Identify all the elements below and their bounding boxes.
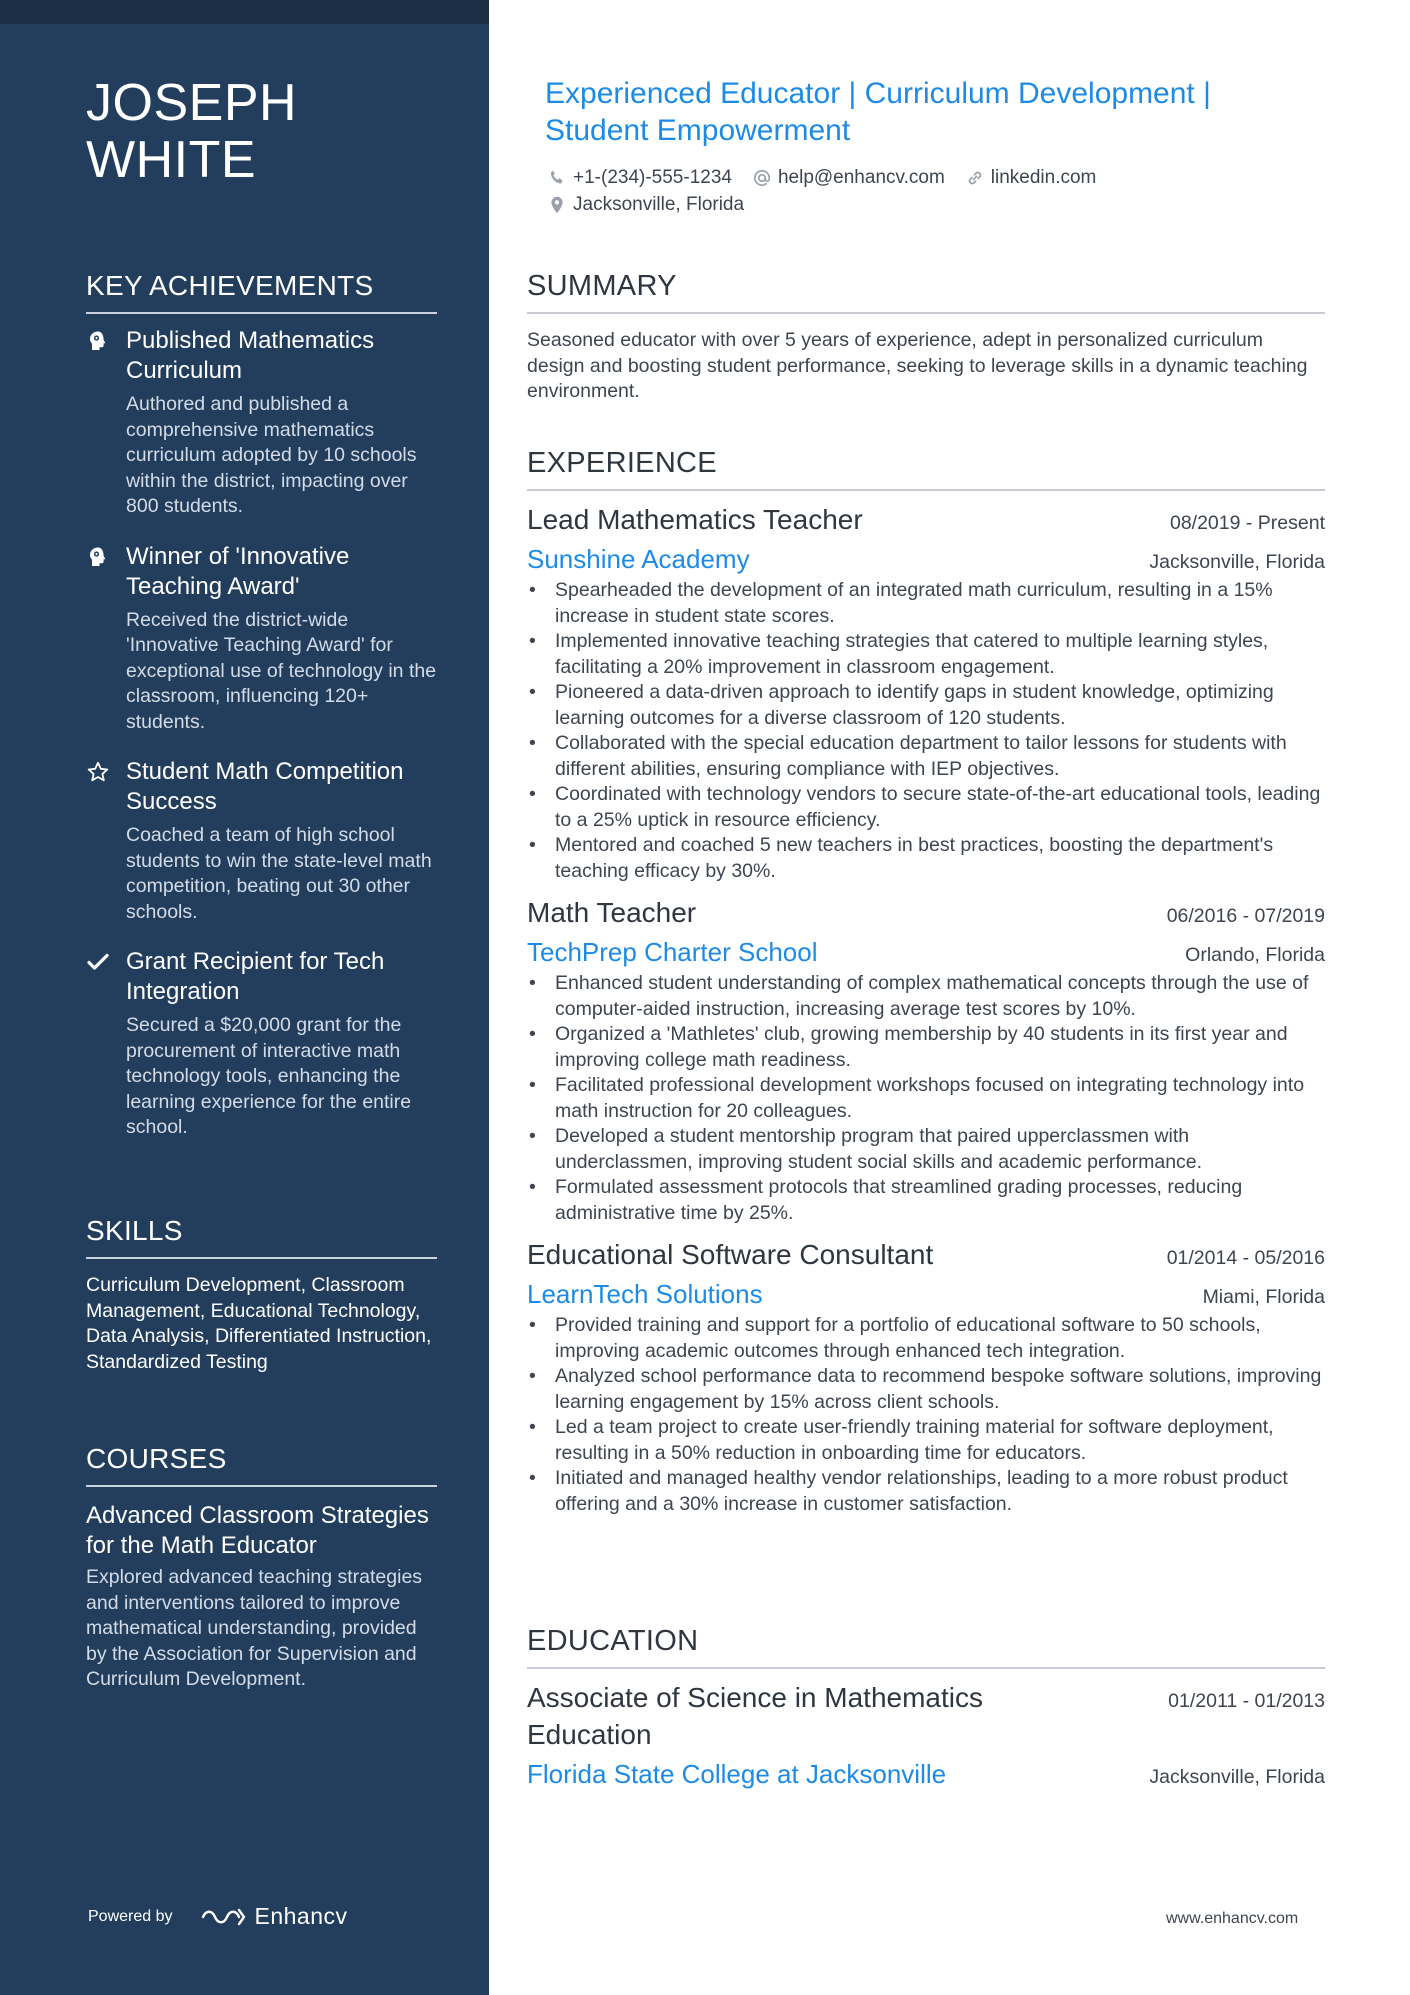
achievement-title: Published Mathematics Curriculum	[126, 327, 375, 384]
powered-by	[88, 1903, 348, 1930]
courses-heading: COURSES	[86, 1441, 437, 1487]
phone-icon	[547, 168, 567, 188]
job-bullets	[527, 1313, 1325, 1517]
bullet-item: • Implemented innovative teaching strategies that catered to multiple learning styles, facilitating a 20% improvement in classroom engagement.	[527, 629, 1325, 680]
school-location: Jacksonville, Florida	[1149, 1766, 1325, 1788]
education-heading: EDUCATION	[527, 1623, 1325, 1669]
achievement-description: Received the district-wide 'Innovative Teaching Award' for exceptional use of technology in the classroom, influencing 120+ students.	[126, 608, 437, 733]
bullet-item: • Developed a student mentorship program that paired upperclassmen with underclassmen, improving student social skills and academic performance.	[527, 1124, 1325, 1175]
contact-location	[547, 194, 744, 216]
education-section	[527, 1623, 1325, 1791]
bullet-item: • Led a team project to create user-friendly training material for software deployment, resulting in a 50% reduction in onboarding time for educators.	[527, 1415, 1325, 1466]
job-header	[527, 1236, 1325, 1273]
job-header	[527, 894, 1325, 931]
bullet-item: • Mentored and coached 5 new teachers in best practices, boosting the department's teaching efficacy by 30%.	[527, 833, 1325, 884]
job-dates: 08/2019 - Present	[1169, 512, 1325, 534]
education-subheader	[527, 1757, 1325, 1791]
achievement-item	[86, 757, 437, 925]
job-company: LearnTech Solutions	[527, 1279, 763, 1309]
course-description: Explored advanced teaching strategies and interventions tailored to improve mathematical understanding, provided by the Association for Supervision and Curriculum Development.	[86, 1566, 423, 1690]
head-icon	[86, 329, 110, 353]
achievement-description: Authored and published a comprehensive mathematics curriculum adopted by 10 schools within the district, impacting over 800 students.	[126, 393, 417, 517]
job-subheader	[527, 1277, 1325, 1311]
bullet-item: • Organized a 'Mathletes' club, growing membership by 40 students in its first year and improving college math readiness.	[527, 1022, 1325, 1073]
check-icon	[86, 950, 110, 974]
achievements-list	[86, 326, 437, 1141]
bullet-item: • Coordinated with technology vendors to secure state-of-the-art educational tools, leading to a 25% uptick in resource efficiency.	[527, 782, 1325, 833]
sidebar	[0, 0, 489, 1995]
footer-url: www.enhancv.com	[1166, 1910, 1299, 1927]
phone-text: +1-(234)-555-1234	[573, 166, 732, 188]
head-icon	[86, 545, 110, 569]
location-text: Jacksonville, Florida	[573, 193, 745, 215]
degree-title: Associate of Science in Mathematics Education	[527, 1682, 983, 1750]
courses-section	[86, 1441, 437, 1693]
email-text: help@enhancv.com	[777, 166, 945, 188]
bullet-item: • Pioneered a data-driven approach to identify gaps in student knowledge, optimizing learning outcomes for a diverse classroom of 120 students.	[527, 680, 1325, 731]
bullet-item: • Provided training and support for a portfolio of educational software to 50 schools, improving academic outcomes through enhanced tech integration.	[527, 1313, 1325, 1364]
key-achievements-section	[86, 268, 437, 1163]
job-location: Orlando, Florida	[1185, 944, 1325, 966]
bullet-item: • Collaborated with the special education department to tailor lessons for students with different abilities, ensuring compliance with IEP objectives.	[527, 731, 1325, 782]
achievement-title: Student Math Competition Success	[126, 758, 404, 815]
job-title: Math Teacher	[527, 897, 697, 928]
contact-row	[547, 191, 1307, 218]
headline: Experienced Educator | Curriculum Development | Student Empowerment	[545, 77, 1211, 147]
powered-by-label: Powered by	[88, 1907, 173, 1925]
achievement-description: Secured a $20,000 grant for the procurement of interactive math technology tools, enhancing the learning experience for the entire school.	[126, 1014, 412, 1138]
achievement-title: Grant Recipient for Tech Integration	[126, 948, 385, 1005]
experience-entry	[527, 894, 1325, 1226]
link-icon	[965, 168, 985, 188]
experience-entry	[527, 1236, 1325, 1517]
at-icon	[752, 168, 772, 188]
achievement-title: Winner of 'Innovative Teaching Award'	[126, 542, 350, 600]
skills-list: Curriculum Development, Classroom Management, Educational Technology, Data Analysis, Differentiated Instruction, Standardized Testing	[86, 1274, 432, 1373]
bullet-item: • Facilitated professional development workshops focused on integrating technology into math instruction for 20 colleagues.	[527, 1073, 1325, 1124]
star-icon	[86, 760, 110, 784]
enhancv-brand: Enhancv	[254, 1903, 348, 1929]
experience-section	[527, 445, 1325, 1517]
job-subheader	[527, 542, 1325, 576]
contact-email	[752, 167, 945, 189]
contact-link	[965, 167, 1097, 189]
bullet-item: • Spearheaded the development of an integrated math curriculum, resulting in a 15% increase in student state scores.	[527, 578, 1325, 629]
achievement-item	[86, 542, 437, 736]
job-bullets	[527, 578, 1325, 884]
job-company: TechPrep Charter School	[527, 937, 818, 967]
contact-phone	[547, 167, 732, 189]
education-entry	[527, 1679, 1325, 1791]
person-name: JOSEPH WHITE	[86, 74, 298, 189]
course-title: Advanced Classroom Strategies for the Math Educator	[86, 1502, 429, 1559]
bullet-item: • Enhanced student understanding of complex mathematical concepts through the use of computer-aided instruction, increasing average test scores by 10%.	[527, 971, 1325, 1022]
job-title: Educational Software Consultant	[527, 1239, 934, 1270]
school-name: Florida State College at Jacksonville	[527, 1759, 947, 1789]
link-text: linkedin.com	[990, 166, 1097, 188]
education-header	[527, 1679, 1325, 1753]
achievement-item	[86, 947, 437, 1141]
summary-section	[527, 268, 1325, 405]
education-dates: 01/2011 - 01/2013	[1168, 1690, 1325, 1712]
job-company: Sunshine Academy	[527, 544, 750, 574]
bullet-item: • Initiated and managed healthy vendor relationships, leading to a more robust product offering and a 30% increase in customer satisfaction.	[527, 1466, 1325, 1517]
summary-heading: SUMMARY	[527, 268, 1325, 314]
sidebar-top-bar	[0, 0, 489, 24]
summary-text: Seasoned educator with over 5 years of experience, adept in personalized curriculum design and boosting student performance, seeking to leverage skills in a dynamic teaching environment.	[527, 329, 1308, 402]
bullet-item: • Analyzed school performance data to recommend bespoke software solutions, improving learning engagement by 15% across client schools.	[527, 1364, 1325, 1415]
key-achievements-heading: KEY ACHIEVEMENTS	[86, 268, 437, 314]
job-title: Lead Mathematics Teacher	[527, 504, 863, 535]
job-location: Jacksonville, Florida	[1149, 551, 1325, 573]
contact-info	[547, 164, 1307, 218]
job-dates: 06/2016 - 07/2019	[1166, 905, 1325, 927]
experience-heading: EXPERIENCE	[527, 445, 1325, 491]
achievement-item	[86, 326, 437, 520]
experience-entry	[527, 501, 1325, 884]
skills-section	[86, 1213, 437, 1375]
job-header	[527, 501, 1325, 538]
job-location: Miami, Florida	[1202, 1286, 1325, 1308]
location-pin-icon	[547, 195, 567, 215]
job-bullets	[527, 971, 1325, 1226]
bullet-item: • Formulated assessment protocols that streamlined grading processes, reducing administrative time by 25%.	[527, 1175, 1325, 1226]
enhancv-logo-icon	[199, 1904, 247, 1930]
job-subheader	[527, 935, 1325, 969]
contact-row	[547, 164, 1307, 191]
job-dates: 01/2014 - 05/2016	[1166, 1247, 1325, 1269]
skills-heading: SKILLS	[86, 1213, 437, 1259]
achievement-description: Coached a team of high school students to win the state-level math competition, beating out 30 other schools.	[126, 824, 432, 923]
